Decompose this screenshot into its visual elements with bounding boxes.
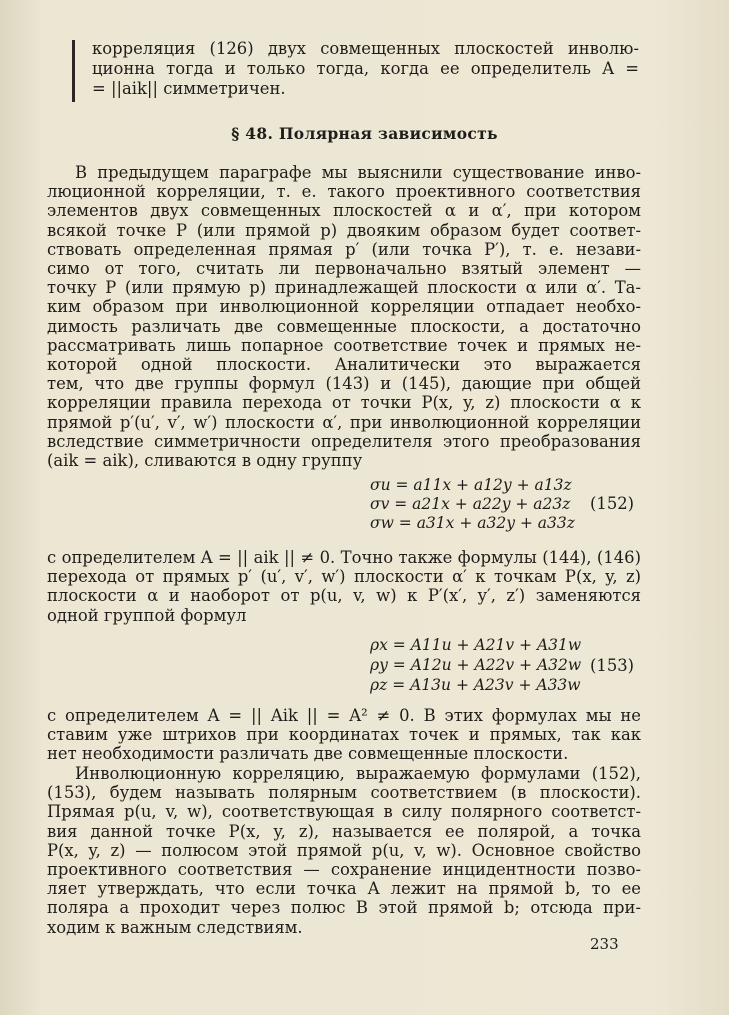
text-line: корреляция (126) двух совмещенных плоскостей инволю-	[92, 39, 639, 58]
margin-mark	[72, 40, 75, 102]
text-line: перехода от прямых p′ (u′, v′, w′) плоскости α′ к точкам P(x, y, z)	[47, 567, 641, 587]
text-line: рассматривать лишь попарное соответствие точек и прямых не-	[47, 335, 641, 355]
formula-line: ρx = A11u + A21v + A31w	[370, 636, 582, 654]
text-line: плоскости α и наоборот от p(u, v, w) к P′(x′, y′, z′) заменяются	[47, 586, 641, 606]
text-line: Инволюционную корреляцию, выражаемую формулами (152),	[75, 764, 641, 783]
text-line: поляра a проходит через полюс B этой прямой b; отсюда при-	[47, 898, 641, 918]
text-line: В предыдущем параграфе мы выяснили существование инво-	[75, 163, 641, 182]
text-line: с определителем A = || aik || ≠ 0. Точно также формулы (144), (146)	[47, 548, 641, 567]
equation-number: (153)	[590, 656, 635, 675]
formula-line: ρy = A12u + A22v + A32w	[370, 656, 582, 674]
formula-line: ρz = A13u + A23v + A33w	[370, 676, 581, 694]
paragraph-4	[47, 764, 641, 937]
text-line: симо от того, считать ли первоначально взятый элемент —	[47, 259, 641, 279]
text-line: корреляции правила перехода от точки P(x, y, z) плоскости α к	[47, 393, 641, 413]
text-line: всякой точке P (или прямой p) двояким образом будет соответ-	[47, 220, 641, 240]
equation-number: (152)	[590, 494, 635, 513]
paragraph-1	[47, 163, 641, 470]
text-line: вия данной точке P(x, y, z), называется ее полярой, а точка	[47, 821, 641, 841]
text-line: точку P (или прямую p) принадлежащей плоскости α или α′. Та-	[47, 278, 641, 298]
text-line: прямой p′(u′, v′, w′) плоскости α′, при инволюционной корреляции	[47, 412, 641, 432]
text-line: нет необходимости различать две совмещенные плоскости.	[47, 744, 569, 764]
text-line: ляет утверждать, что если точка A лежит на прямой b, то ее	[47, 879, 641, 899]
paragraph-3	[47, 706, 641, 764]
text-line: ствовать определенная прямая p′ (или точка P′), т. е. незави-	[47, 239, 641, 259]
section-heading: § 48. Полярная зависимость	[231, 124, 498, 143]
text-line: тем, что две группы формул (143) и (145), дающие при общей	[47, 374, 641, 394]
text-line: с определителем A = || Aik || = A² ≠ 0. В этих формулах мы не	[47, 706, 641, 725]
page-number: 233	[590, 935, 619, 953]
text-line: вследствие симметричности определителя этого преобразования	[47, 431, 641, 451]
text-line: ционна тогда и только тогда, когда ее определитель A =	[92, 59, 639, 78]
text-line: люционной корреляции, т. е. такого проективного соответствия	[47, 182, 641, 202]
text-line: одной группой формул	[47, 605, 247, 625]
text-line: проективного соответствия — сохранение инцидентности позво-	[47, 860, 641, 880]
formula-line: σv = a21x + a22y + a23z	[370, 495, 571, 513]
text-line: (153), будем называть полярным соответствием (в плоскости).	[47, 783, 641, 803]
text-line: ходим к важным следствиям.	[47, 917, 303, 937]
text-line: элементов двух совмещенных плоскостей α и α′, при котором	[47, 201, 641, 221]
text-line: (aik = aik), сливаются в одну группу	[47, 451, 363, 471]
text-line: Прямая p(u, v, w), соответствующая в силу полярного соответст-	[47, 802, 641, 822]
paragraph-2	[47, 548, 641, 625]
text-line: ким образом при инволюционной корреляции отпадает необхо-	[47, 297, 641, 317]
top-paragraph	[92, 39, 639, 99]
formula-line: σw = a31x + a32y + a33z	[370, 514, 575, 532]
text-line: димость различать две совмещенные плоскости, а достаточно	[47, 316, 641, 336]
text-line: которой одной плоскости. Аналитически это выражается	[47, 355, 641, 375]
formula-line: σu = a11x + a12y + a13z	[370, 476, 572, 494]
text-line: ставим уже штрихов при координатах точек и прямых, так как	[47, 725, 641, 745]
text-line: = ||aik|| симметричен.	[92, 79, 286, 98]
text-line: P(x, y, z) — полюсом этой прямой p(u, v, w). Основное свойство	[47, 840, 641, 860]
